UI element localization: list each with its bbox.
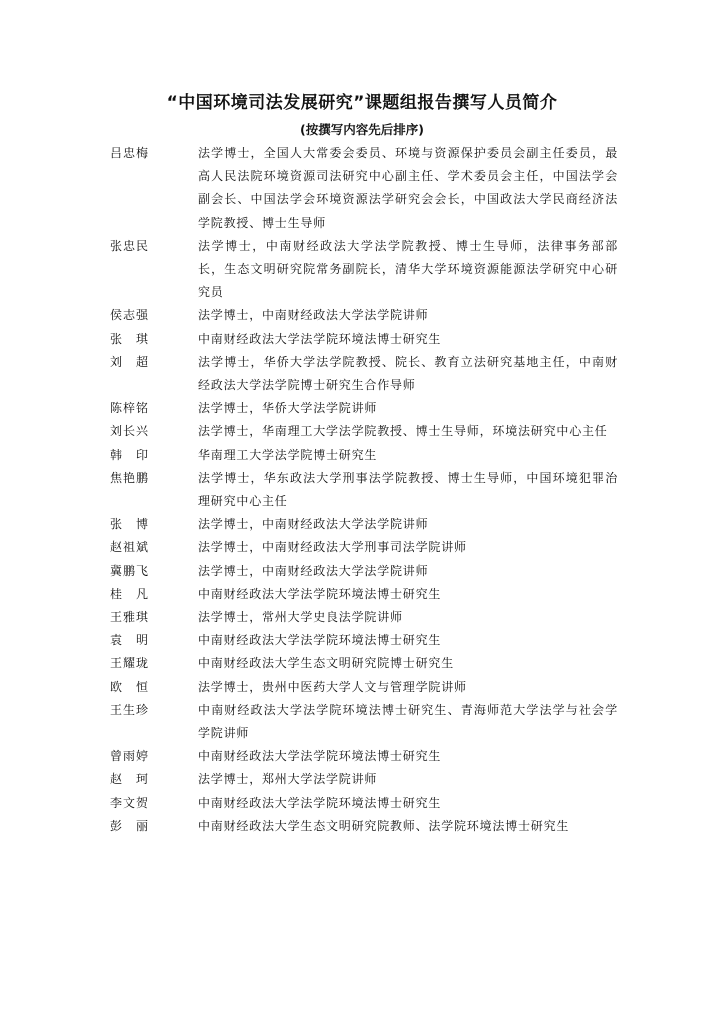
author-name: 吕忠梅 xyxy=(110,146,150,160)
author-entry xyxy=(110,699,630,745)
page-subtitle: (按撰写内容先后排序) xyxy=(300,122,424,137)
author-entry xyxy=(110,351,630,397)
author-entry xyxy=(110,536,630,559)
author-entry xyxy=(110,745,630,768)
author-bio: 法学博士，中南财经政法大学法学院讲师 xyxy=(198,308,429,323)
author-name: 张 博 xyxy=(110,517,150,532)
author-bio: 中南财经政法大学法学院环境法博士研究生 xyxy=(198,749,442,764)
author-bio: 法学博士，郑州大学法学院讲师 xyxy=(198,772,378,787)
author-entry xyxy=(110,304,630,327)
author-name: 赵祖斌 xyxy=(110,540,150,555)
author-name: 李文贺 xyxy=(110,795,150,810)
author-entry xyxy=(110,397,630,420)
author-entry xyxy=(110,467,630,513)
author-name: 王耀珑 xyxy=(110,656,150,671)
author-bio: 法学博士，华东政法大学刑事法学院教授、博士生导师，中国环境犯罪治理研究中心主任 xyxy=(198,470,618,509)
author-name: 彭 丽 xyxy=(110,818,150,833)
author-entry xyxy=(110,606,630,629)
author-entry xyxy=(110,629,630,652)
page-title: “中国环境司法发展研究”课题组报告撰写人员简介 xyxy=(166,93,558,113)
author-bio: 法学博士，贵州中医药大学人文与管理学院讲师 xyxy=(198,679,467,694)
author-bio: 中南财经政法大学生态文明研究院教师、法学院环境法博士研究生 xyxy=(198,818,570,833)
author-entry xyxy=(110,652,630,675)
author-bio: 法学博士，华侨大学法学院教授、院长、教育立法研究基地主任，中南财经政法大学法学院博士研究生合作导师 xyxy=(198,354,618,393)
author-bio: 中南财经政法大学法学院环境法博士研究生 xyxy=(198,331,442,346)
author-entry xyxy=(110,444,630,467)
author-name: 张 琪 xyxy=(110,331,150,346)
author-bio: 法学博士，中南财经政法大学刑事司法学院讲师 xyxy=(198,540,467,555)
author-name: 王雅琪 xyxy=(110,610,150,625)
author-bio: 中南财经政法大学法学院环境法博士研究生、青海师范大学法学与社会学学院讲师 xyxy=(198,702,618,741)
author-name: 张忠民 xyxy=(110,238,150,253)
author-bio: 中南财经政法大学法学院环境法博士研究生 xyxy=(198,586,442,601)
author-bio: 法学博士，中南财经政法大学法学院讲师 xyxy=(198,563,429,578)
author-name: 刘长兴 xyxy=(110,424,150,439)
author-name: 侯志强 xyxy=(110,308,150,323)
author-bio: 中南财经政法大学法学院环境法博士研究生 xyxy=(198,795,442,810)
author-bio: 中南财经政法大学法学院环境法博士研究生 xyxy=(198,633,442,648)
author-entry xyxy=(110,328,630,351)
author-entry xyxy=(110,235,630,305)
author-bio: 中南财经政法大学生态文明研究院博士研究生 xyxy=(198,656,455,671)
author-name: 袁 明 xyxy=(110,633,150,648)
author-name: 陈梓铭 xyxy=(110,401,150,416)
author-entry xyxy=(110,513,630,536)
author-name: 王生珍 xyxy=(110,702,150,717)
author-name: 韩 印 xyxy=(110,447,150,462)
author-entry xyxy=(110,583,630,606)
author-entry xyxy=(110,142,630,235)
author-name: 焦艳鹏 xyxy=(110,470,150,485)
author-entry xyxy=(110,420,630,443)
author-entry xyxy=(110,676,630,699)
author-bio: 法学博士，全国人大常委会委员、环境与资源保护委员会副主任委员，最高人民法院环境资源司法研究中心副主任、学术委员会主任，中国法学会副会长、中国法学会环境资源法学研究会会长，中国政法大学民商经济法学院教授、博士生导师 xyxy=(198,146,618,230)
author-entry xyxy=(110,815,630,838)
author-name: 桂 凡 xyxy=(110,586,150,601)
author-bio: 法学博士，中南财经政法大学法学院教授、博士生导师，法律事务部部长，生态文明研究院常务副院长，清华大学环境资源能源法学研究中心研究员 xyxy=(198,238,618,300)
author-entry xyxy=(110,768,630,791)
author-name: 冀鹏飞 xyxy=(110,563,150,578)
author-name: 欧 恒 xyxy=(110,679,150,694)
author-bio: 法学博士，常州大学史良法学院讲师 xyxy=(198,610,403,625)
author-list xyxy=(110,142,630,838)
author-bio: 华南理工大学法学院博士研究生 xyxy=(198,447,378,462)
author-bio: 法学博士，华侨大学法学院讲师 xyxy=(198,401,378,416)
author-bio: 法学博士，华南理工大学法学院教授、博士生导师，环境法研究中心主任 xyxy=(198,424,608,439)
author-bio: 法学博士，中南财经政法大学法学院讲师 xyxy=(198,517,429,532)
author-name: 刘 超 xyxy=(110,354,150,369)
author-entry xyxy=(110,560,630,583)
author-name: 曾雨婷 xyxy=(110,749,150,764)
author-entry xyxy=(110,792,630,815)
author-name: 赵 珂 xyxy=(110,772,150,787)
